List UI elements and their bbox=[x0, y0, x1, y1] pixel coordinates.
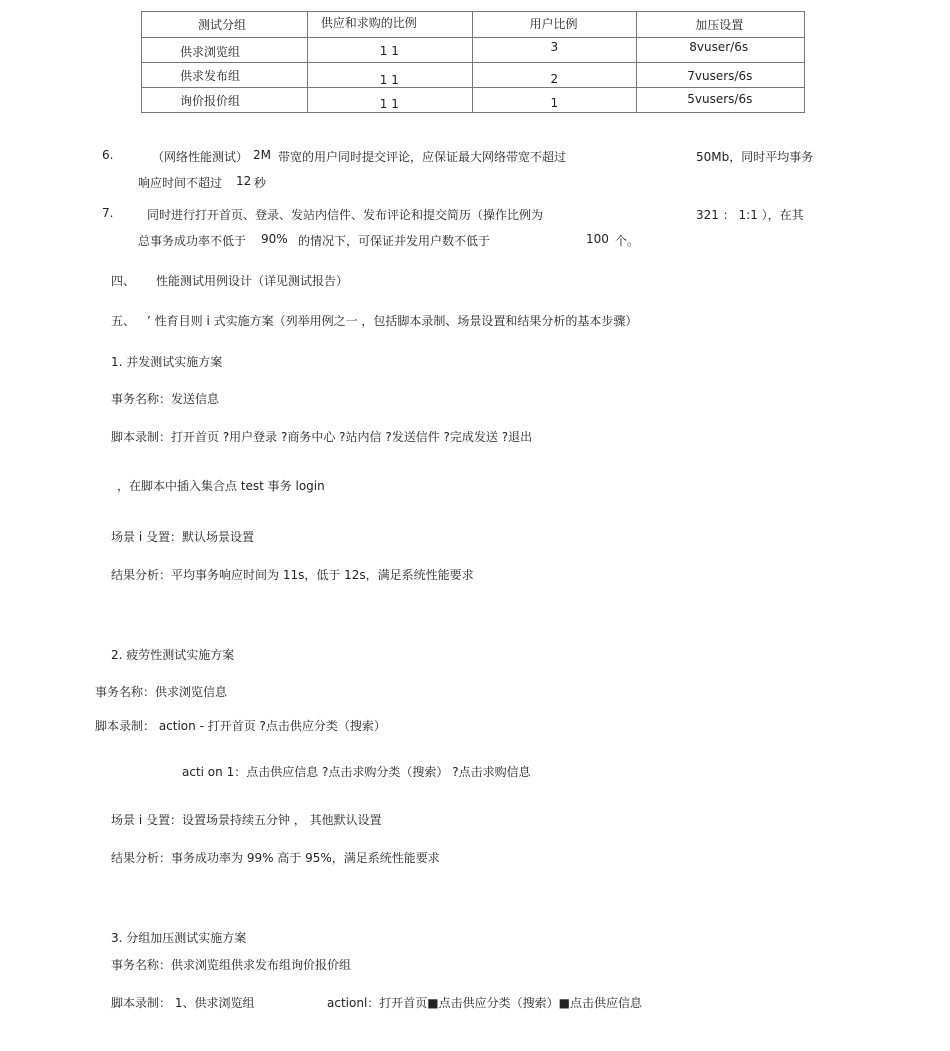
table-cell bbox=[637, 38, 805, 63]
item-text: （网络性能测试） bbox=[152, 150, 249, 164]
table-cell bbox=[307, 88, 472, 113]
plan-line: 结果分析：事务成功率为 99% 高于 95%，满足系统性能要求 bbox=[111, 851, 440, 865]
item-text: 的情况下，可保证并发用户数不低于 bbox=[298, 234, 491, 248]
item-text: 12 bbox=[236, 174, 252, 188]
table-cell-text: 1 bbox=[550, 96, 559, 110]
table-cell-text: 供求发布组 bbox=[180, 69, 241, 83]
item-text: 总事务成功率不低于 bbox=[138, 234, 247, 248]
table-cell-text: 2 bbox=[550, 72, 559, 86]
table-cell-text: 询价报价组 bbox=[180, 94, 241, 108]
table-header-text: 测试分组 bbox=[198, 18, 247, 32]
table-cell-text: 供求浏览组 bbox=[180, 45, 241, 59]
table-header-text: 用户比例 bbox=[529, 17, 578, 31]
table-header-text: 供应和求购的比例 bbox=[320, 16, 417, 30]
table-cell-text: 1 1 bbox=[379, 44, 399, 58]
plan-line: 事务名称：发送信息 bbox=[111, 392, 220, 406]
item-number: 6. bbox=[102, 148, 114, 162]
plan-line: 结果分析：平均事务响应时间为 11s，低于 12s，满足系统性能要求 bbox=[111, 568, 474, 582]
item-text: 50Mb，同时平均事务 bbox=[696, 150, 814, 164]
table-cell-text: 7vusers/6s bbox=[687, 69, 753, 83]
table-cell-text: 1 1 bbox=[379, 97, 399, 111]
table-row bbox=[142, 88, 805, 113]
table-cell-text: 1 1 bbox=[379, 73, 399, 87]
plan-line: ，在脚本中插入集合点 test 事务 login bbox=[117, 479, 325, 493]
plan-line: 脚本录制：打开首页 ?用户登录 ?商务中心 ?站内信 ?发送信件 ?完成发送 ?退出 bbox=[111, 430, 533, 444]
plan-heading: 2. 疲劳性测试实施方案 bbox=[111, 648, 235, 662]
table-cell-text: 5vusers/6s bbox=[687, 92, 753, 106]
table-cell bbox=[307, 38, 472, 63]
table-cell-text: 3 bbox=[550, 40, 559, 54]
plan-line: 事务名称：供求浏览信息 bbox=[95, 685, 228, 699]
item-text: 90% bbox=[261, 232, 288, 246]
item-text: 个。 bbox=[615, 234, 640, 248]
table-cell bbox=[472, 88, 637, 113]
item-text: 2M bbox=[253, 148, 271, 162]
item-text: 秒 bbox=[254, 176, 267, 190]
plan-line: 脚本录制： 1、供求浏览组 bbox=[111, 996, 255, 1010]
plan-heading: 3. 分组加压测试实施方案 bbox=[111, 931, 247, 945]
section-heading: 性能测试用例设计（详见测试报告） bbox=[156, 274, 349, 288]
section-heading: ’ 性育目则 i 式实施方案（列举用例之一 ，包括脚本录制、场景设置和结果分析的基本步骤） bbox=[147, 314, 638, 328]
table-header-row bbox=[142, 12, 805, 38]
item-text: 带宽的用户同时提交评论，应保证最大网络带宽不超过 bbox=[278, 150, 567, 164]
table-header-cell bbox=[472, 12, 637, 38]
table-cell bbox=[472, 63, 637, 88]
table-cell bbox=[637, 63, 805, 88]
table-header-cell bbox=[307, 12, 472, 38]
section-number: 四、 bbox=[111, 274, 136, 288]
table-cell bbox=[307, 63, 472, 88]
item-text: 321 ： 1:1 ），在其 bbox=[696, 208, 804, 222]
table-row bbox=[142, 63, 805, 88]
table-cell bbox=[142, 63, 308, 88]
item-text: 同时进行打开首页、登录、发站内信件、发布评论和提交简历（操作比例为 bbox=[147, 208, 544, 222]
table-header-cell bbox=[142, 12, 308, 38]
table-header-cell bbox=[637, 12, 805, 38]
item-text: 100 bbox=[586, 232, 609, 246]
item-number: 7. bbox=[102, 206, 114, 220]
plan-heading: 1. 并发测试实施方案 bbox=[111, 355, 223, 369]
table-row bbox=[142, 38, 805, 63]
section-number: 五、 bbox=[111, 314, 136, 328]
table-header-text: 加压设置 bbox=[695, 18, 744, 32]
plan-line: acti on 1：点击供应信息 ?点击求购分类（搜索） ?点击求购信息 bbox=[182, 765, 531, 779]
plan-line: 事务名称：供求浏览组供求发布组询价报价组 bbox=[111, 958, 352, 972]
table-cell bbox=[142, 38, 308, 63]
table-cell bbox=[472, 38, 637, 63]
test-group-table bbox=[141, 11, 805, 113]
plan-line: actionl：打开首页■点击供应分类（搜索）■点击供应信息 bbox=[327, 996, 642, 1010]
table-cell bbox=[142, 88, 308, 113]
table-cell bbox=[637, 88, 805, 113]
plan-line: 场景 i 殳置：设置场景持续五分钟 ， 其他默认设置 bbox=[111, 813, 382, 827]
table-cell-text: 8vuser/6s bbox=[689, 40, 749, 54]
plan-line: 场景 i 殳置：默认场景设置 bbox=[111, 530, 254, 544]
plan-line: 脚本录制： action - 打开首页 ?点击供应分类（搜索） bbox=[95, 719, 386, 733]
item-text: 响应时间不超过 bbox=[138, 176, 223, 190]
